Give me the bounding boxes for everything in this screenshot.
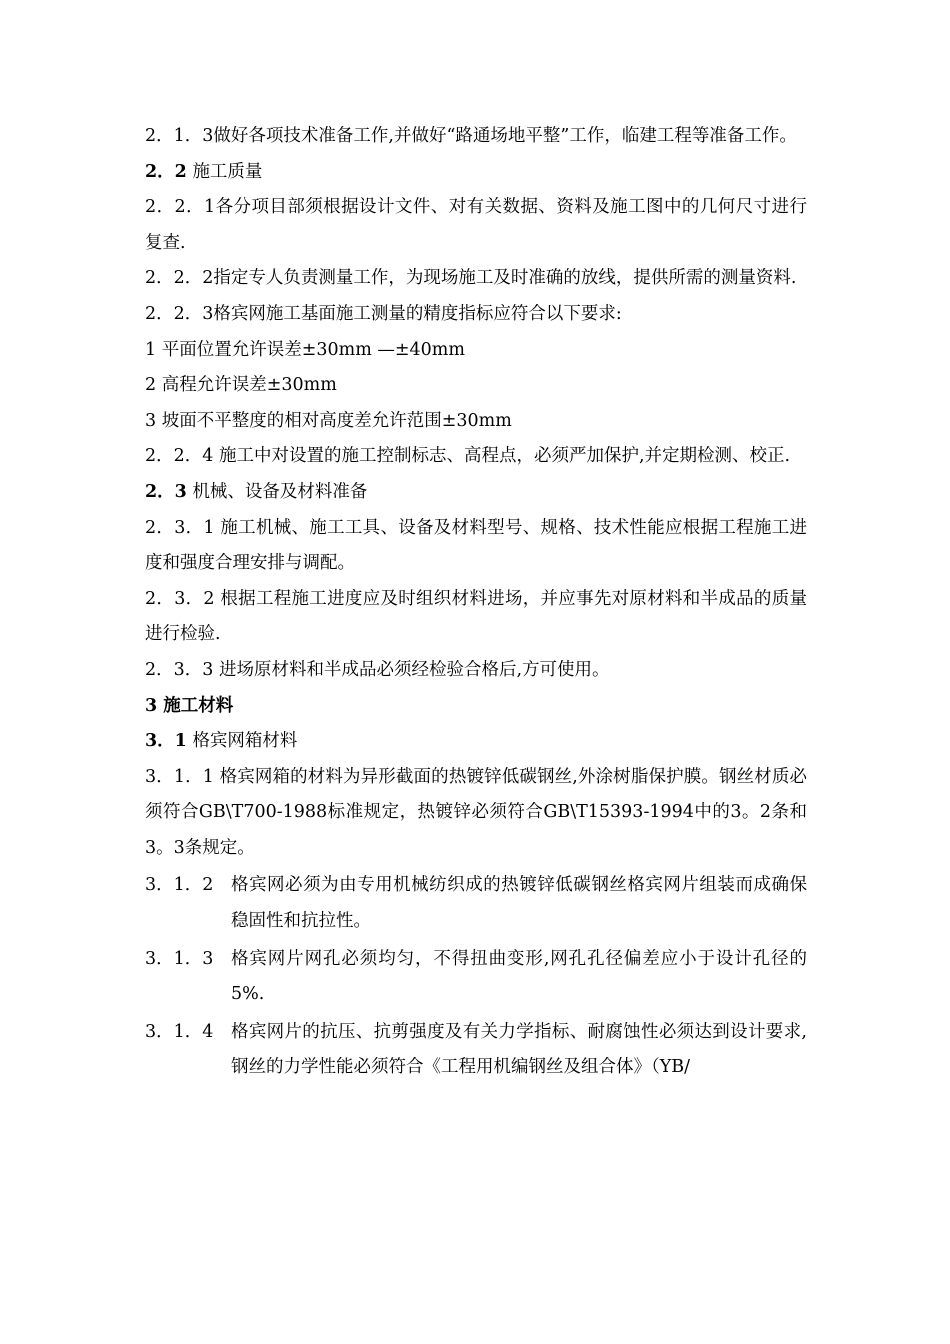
section-title: 格宾网箱材料 [192,731,298,752]
list-item-3: 3 坡面不平整度的相对高度差允许范围±30mm [145,410,512,431]
chapter-3-heading: 3 施工材料 [145,695,234,716]
paragraph-3-1-2 [145,868,807,939]
section-title: 机械、设备及材料准备 [192,481,368,502]
paragraph-2-3-2: 2．3．2 根据工程施工进度应及时组织材料进场，并应事先对原材料和半成品的质量进行检验. [145,588,807,645]
paragraph-2-1-3: 2．1．3做好各项技术准备工作,并做好“路通场地平整”工作，临建工程等准备工作。 [145,126,797,146]
paragraph-2-2-2: 2．2．2指定专人负责测量工作，为现场施工及时准确的放线，提供所需的测量资料. [145,268,797,289]
section-title: 施工质量 [192,161,263,182]
paragraph-2-3-3: 2．3．3 进场原材料和半成品必须经检验合格后,方可使用。 [145,659,610,680]
paragraph-3-1-1: 3．1．1 格宾网箱的材料为异形截面的热镀锌低碳钢丝,外涂树脂保护膜。钢丝材质必须符合GB\T700-1988标准规定，热镀锌必须符合GB\T15393-1994中的3。2条和3。3条规定。 [145,766,807,858]
paragraph-3-1-4 [145,1015,807,1086]
section-number: 2．2 [145,161,187,182]
paragraph-text: 格宾网必须为由专用机械纺织成的热镀锌低碳钢丝格宾网片组装而成确保稳固性和抗拉性。 [231,875,807,932]
paragraph-2-2-3: 2．2．3格宾网施工基面施工测量的精度指标应符合以下要求: [145,303,622,324]
paragraph-3-1-3 [145,942,807,1013]
paragraph-number: 3．1．3 [145,948,214,969]
paragraph-2-3-1: 2．3．1 施工机械、施工工具、设备及材料型号、规格、技术性能应根据工程施工进度和强度合理安排与调配。 [145,517,807,574]
paragraph-text: 格宾网片的抗压、抗剪强度及有关力学指标、耐腐蚀性必须达到设计要求,钢丝的力学性能必须符合《工程用机编钢丝及组合体》（YB/ [231,1021,807,1078]
section-2-2-heading [145,155,807,191]
paragraph-2-2-4: 2．2．4 施工中对设置的施工控制标志、高程点，必须严加保护,并定期检测、校正. [145,446,791,467]
paragraph-number: 3．1．4 [145,1021,214,1042]
section-number: 3．1 [145,731,187,752]
section-3-1-heading [145,724,807,760]
section-2-3-heading [145,475,807,511]
paragraph-number: 3．1．2 [145,875,214,896]
list-item-1: 1 平面位置允许误差±30mm —±40mm [145,339,465,360]
paragraph-2-2-1: 2．2．1各分项目部须根据设计文件、对有关数据、资料及施工图中的几何尺寸进行复查. [145,197,807,253]
paragraph-text: 格宾网片网孔必须均匀，不得扭曲变形,网孔孔径偏差应小于设计孔径的5%. [231,948,807,1005]
section-number: 2．3 [145,481,187,502]
list-item-2: 2 高程允许误差±30mm [145,375,337,396]
document-body [145,119,807,1086]
